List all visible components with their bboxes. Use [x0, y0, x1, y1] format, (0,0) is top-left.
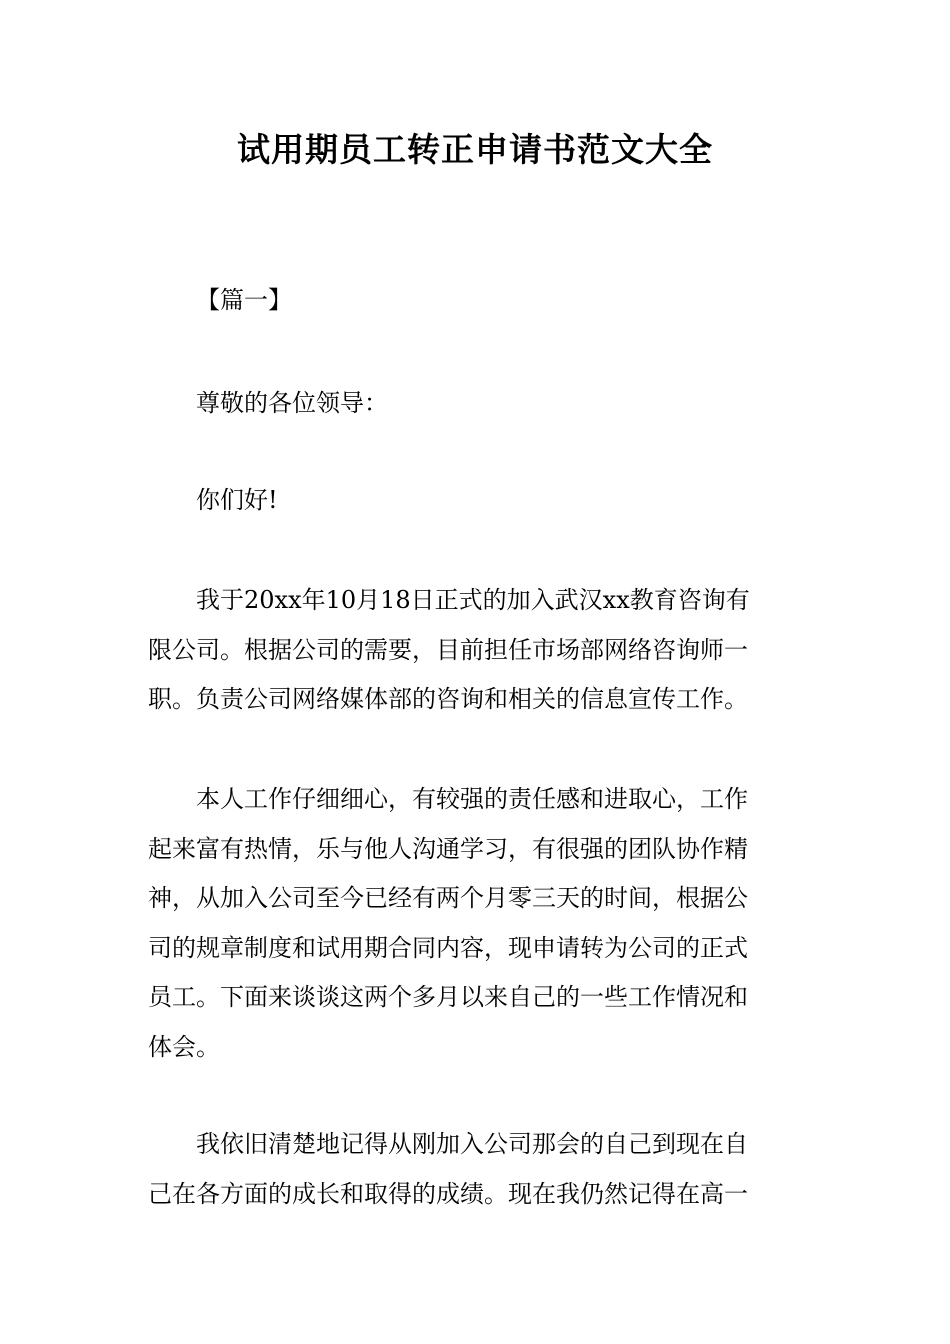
paragraph-line: 体会。	[148, 1032, 220, 1061]
paragraph-line: 司的规章制度和试用期合同内容，现申请转为公司的正式	[148, 933, 748, 962]
paragraph-2	[148, 775, 808, 1072]
paragraph-line: 员工。下面来谈谈这两个多月以来自己的一些工作情况和	[148, 983, 748, 1011]
paragraph-line: 神，从加入公司至今已经有两个月零三天的时间，根据公	[148, 884, 748, 912]
paragraph-1	[148, 576, 808, 725]
paragraph-line: 起来富有热情，乐与他人沟通学习，有很强的团队协作精	[148, 834, 748, 863]
salutation	[148, 379, 808, 429]
greeting	[148, 476, 808, 526]
paragraph-line: 我于20xx年10月18日正式的加入武汉xx教育咨询有	[196, 586, 750, 614]
paragraph-line: 本人工作仔细细心，有较强的责任感和进取心，工作	[196, 785, 748, 813]
paragraph-line: 限公司。根据公司的需要，目前担任市场部网络咨询师一	[148, 635, 748, 664]
document-title: 试用期员工转正申请书范文大全	[237, 130, 713, 169]
greeting-text: 你们好!	[196, 486, 278, 514]
paragraph-line: 己在各方面的成长和取得的成绩。现在我仍然记得在高一	[148, 1179, 748, 1208]
paragraph-line: 职。负责公司网络媒体部的咨询和相关的信息宣传工作。	[148, 685, 748, 713]
section-heading: 【篇一】	[196, 286, 292, 314]
paragraph-line: 我依旧清楚地记得从刚加入公司那会的自己到现在自	[196, 1130, 748, 1158]
salutation-text: 尊敬的各位领导：	[196, 389, 388, 417]
paragraph-3	[148, 1120, 808, 1219]
